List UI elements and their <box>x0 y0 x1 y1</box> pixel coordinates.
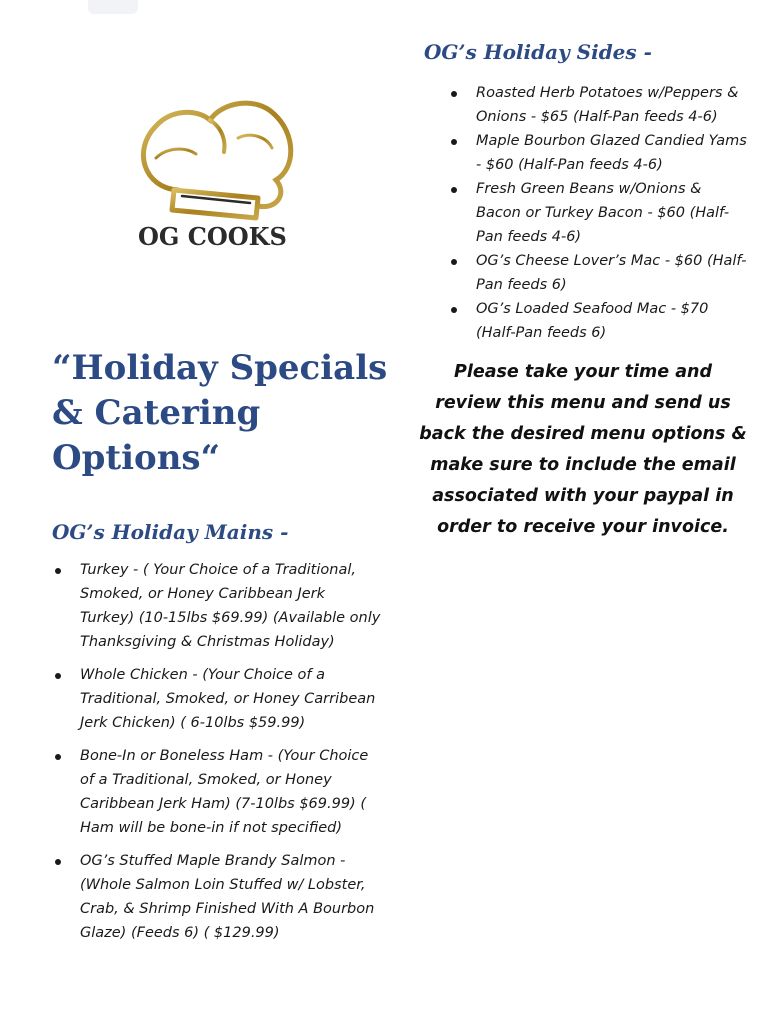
list-item: OG’s Stuffed Maple Brandy Salmon - (Whole Salmon Loin Stuffed w/ Lobster, Crab, & Shrimp Finished With A Bourbon Glaze) (Feeds 6) ( $129.99) <box>52 849 382 945</box>
title-line-1: “Holiday Specials <box>52 348 388 388</box>
title-line-3: Options“ <box>52 438 221 478</box>
list-item: Maple Bourbon Glazed Candied Yams - $60 (Half-Pan feeds 4-6) <box>448 129 748 177</box>
title-line-2: & Catering <box>52 393 261 433</box>
list-item: OG’s Cheese Lover’s Mac - $60 (Half-Pan feeds 6) <box>448 249 748 297</box>
mains-list <box>52 558 382 954</box>
page-title <box>52 346 392 481</box>
list-item: Whole Chicken - (Your Choice of a Traditional, Smoked, or Honey Carribean Jerk Chicken) ( 6-10lbs $59.99) <box>52 663 382 735</box>
list-item: Fresh Green Beans w/Onions & Bacon or Turkey Bacon - $60 (Half-Pan feeds 4-6) <box>448 177 748 249</box>
list-item: Bone-In or Boneless Ham - (Your Choice of a Traditional, Smoked, or Honey Caribbean Jerk Ham) (7-10lbs $69.99) ( Ham will be bone-in if not specified) <box>52 744 382 840</box>
sides-heading: OG’s Holiday Sides - <box>424 40 652 64</box>
scan-artifact <box>88 0 138 14</box>
list-item: Roasted Herb Potatoes w/Peppers & Onions - $65 (Half-Pan feeds 4-6) <box>448 81 748 129</box>
sides-list <box>448 81 748 345</box>
list-item: OG’s Loaded Seafood Mac - $70 (Half-Pan feeds 6) <box>448 297 748 345</box>
instructions-notice: Please take your time and review this menu and send us back the desired menu options & make sure to include the email associated with your paypal in order to receive your invoice. <box>419 362 747 537</box>
mains-heading: OG’s Holiday Mains - <box>52 520 289 544</box>
brand-name: OG COOKS <box>138 222 287 251</box>
list-item: Turkey - ( Your Choice of a Traditional, Smoked, or Honey Caribbean Jerk Turkey) (10-15lbs $69.99) (Available only Thanksgiving & Christmas Holiday) <box>52 558 382 654</box>
